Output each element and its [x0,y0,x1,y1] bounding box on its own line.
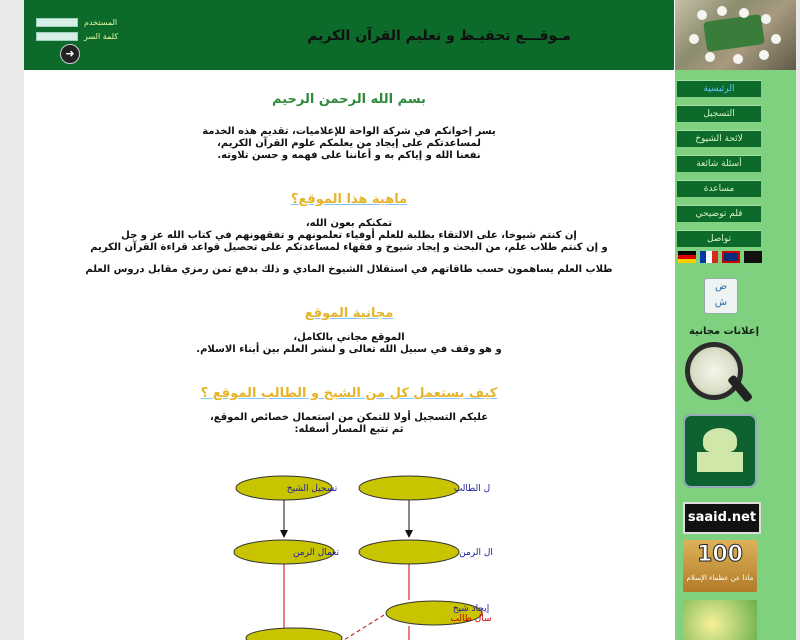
flow-node-student-register [359,476,459,500]
flow-label-5a: إيجاد شيخ [452,604,490,614]
basmala: بسم الله الرحمن الرحيم [272,92,426,107]
flag-ar-icon[interactable] [744,251,762,263]
flag-fr-icon[interactable] [700,251,718,263]
usage-flowchart [224,470,514,640]
flag-de-icon[interactable] [678,251,696,263]
sidebar [675,70,796,640]
free-line-1: الموقع مجاني بالكامل، [293,332,405,343]
flow-label-1: تسجيل الشيخ [286,484,338,494]
hundred-ad[interactable] [683,540,757,592]
username-label: المستخدم [84,18,118,27]
how-line-2: ثم تتبع المسار أسفله: [294,424,404,435]
flow-label-3: تعمال الرمن [292,548,340,558]
header [24,0,674,70]
bottom-ad[interactable] [683,600,757,640]
how-line-1: عليكم التسجيل أولا للتمكن من استعمال خصائص الموقع، [209,412,489,423]
flow-node-bottom [246,628,342,640]
page [24,0,796,640]
flow-label-2: ل الطالب [453,484,491,494]
menu-item-help[interactable]: مساعدة [677,180,761,197]
saaid-ad[interactable]: saaid.net [683,502,761,534]
magnifier-ad-icon[interactable] [685,342,743,400]
site-title: مـوقـــع تحفيـظ و تعليم القرآن الكريم [307,28,571,44]
intro-line-1: يسر إخوانكم في شركة الواحة للإعلاميات، تقديم هذه الخدمة [202,126,496,137]
menu-item-register[interactable]: التسجيل [677,105,761,122]
menu-item-sheikhs[interactable]: لائحة الشيوخ [677,130,761,147]
what-line-1: تمكنكم بعون الله، [305,218,393,229]
intro-line-3: نفعنا الله و إياكم به و أعاننا على فهمه و حسن تلاوته. [217,150,481,161]
main-menu [677,80,761,255]
section-title-how: كيف يستعمل كل من الشيخ و الطالب الموقع ؟ [200,386,498,401]
menu-item-contact[interactable]: تواصل [677,230,761,247]
section-title-free: مجانية الموقع [304,306,394,321]
menu-item-video[interactable]: فلم توضيحي [677,205,761,222]
hundred-caption: ماذا عن عظماء الإسلام [686,574,754,582]
password-field[interactable] [36,32,78,41]
flow-label-5b: سأل طالب [450,614,492,624]
menu-item-faq[interactable]: أسئلة شائعة [677,155,761,172]
what-line-3: و إن كنتم طلاب علم، من البحث و إيجاد شيوخ و فقهاء لمساعدتكم على تحصيل قواعد قراءة القرآن الكريم [90,242,608,253]
mosque-ad-icon[interactable] [683,414,757,488]
header-photo [675,0,796,70]
login-go-button[interactable] [60,44,80,64]
username-field[interactable] [36,18,78,27]
flag-uk-icon[interactable] [722,251,740,263]
ads-title: إعلانات مجانية [689,326,759,337]
section-title-what: ماهية هذا الموقع؟ [290,192,408,207]
what-line-2: إن كنتم شيوخا، على الالتقاء بطلبة للعلم أوفياء تعلمونهم و تفقهونهم في كتاب الله عز و جل [121,230,577,241]
flow-node-student-use [359,540,459,564]
dictionary-icon[interactable]: ض ش [704,278,738,314]
what-note: طلاب العلم يساهمون حسب طاقاتهم في استقلال الشيوخ المادي و ذلك بدفع ثمن رمزي مقابل دروس العلم [85,264,613,275]
arrow-right-icon: ➜ [65,47,75,60]
intro-line-2: لمساعدتكم على إيجاد من يعلمكم علوم القرآن الكريم، [217,138,481,149]
password-label: كلمة السر [84,32,119,41]
menu-item-home[interactable]: الرئيسية [677,80,761,97]
free-line-2: و هو وقف في سبيل الله تعالى و لنشر العلم بين أبناء الاسلام. [196,344,502,355]
flow-label-4: ال الرمن [459,548,493,558]
hundred-number: 100 [697,542,743,567]
